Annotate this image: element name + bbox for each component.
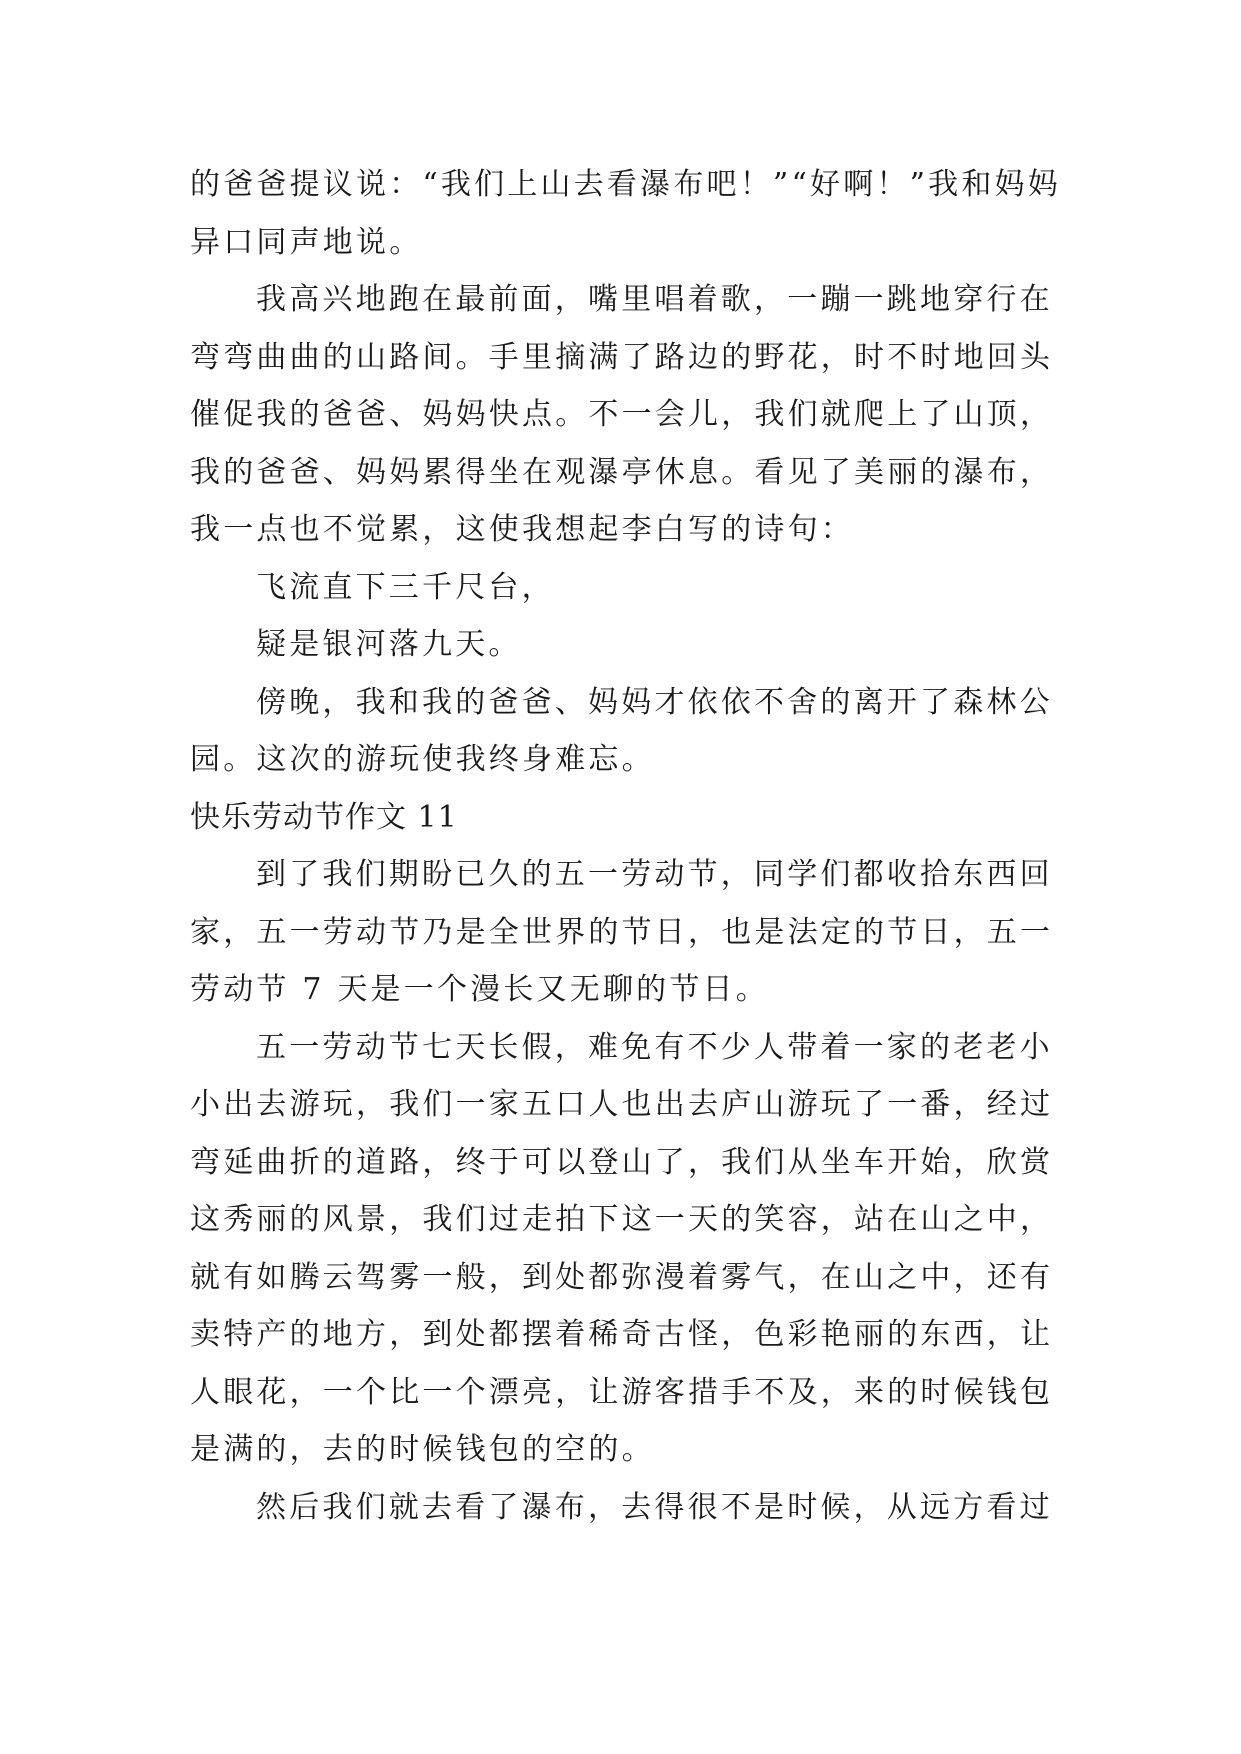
text-line: 小出去游玩，我们一家五口人也出去庐山游玩了一番，经过 [190,1087,1054,1122]
text-line: 弯延曲折的道路，终于可以登山了，我们从坐车开始，欣赏 [190,1144,1054,1180]
poem-line: 飞流直下三千尺台， [256,569,555,605]
text-line: 家，五一劳动节乃是全世界的节日，也是法定的节日，五一 [190,914,1054,950]
text-line: 的爸爸提议说：“我们上山去看瀑布吧！”“好啊！”我和妈妈 [190,167,1061,202]
text-line: 五一劳动节七天长假，难免有不少人带着一家的老老小 [256,1029,1053,1065]
text-line: 异口同声地说。 [190,224,423,260]
text-line: 这秀丽的风景，我们过走拍下这一天的笑容，站在山之中， [190,1202,1054,1237]
text-line: 人眼花，一个比一个漂亮，让游客措手不及，来的时候钱包 [190,1374,1054,1410]
text-line: 我的爸爸、妈妈累得坐在观瀑亭休息。看见了美丽的瀑布， [190,454,1054,490]
text-line: 到了我们期盼已久的五一劳动节，同学们都收拾东西回 [256,857,1053,892]
poem-line: 疑是银河落九天。 [256,627,522,662]
text-line: 劳动节 7 天是一个漫长又无聊的节日。 [190,972,769,1007]
document-body [190,156,1061,1536]
text-line: 弯弯曲曲的山路间。手里摘满了路边的野花，时不时地回头 [190,339,1054,375]
text-line: 我高兴地跑在最前面，嘴里唱着歌，一蹦一跳地穿行在 [256,282,1053,317]
text-line: 我一点也不觉累，这使我想起李白写的诗句： [190,512,854,547]
text-line: 催促我的爸爸、妈妈快点。不一会儿，我们就爬上了山顶， [190,397,1054,432]
text-line: 傍晚，我和我的爸爸、妈妈才依依不舍的离开了森林公 [256,684,1053,720]
text-line: 就有如腾云驾雾一般，到处都弥漫着雾气，在山之中，还有 [190,1259,1054,1295]
text-line: 然后我们就去看了瀑布，去得很不是时候，从远方看过 [256,1489,1053,1525]
text-line: 卖特产的地方，到处都摆着稀奇古怪，色彩艳丽的东西，让 [190,1317,1054,1352]
text-line: 园。这次的游玩使我终身难忘。 [190,742,655,777]
section-heading: 快乐劳动节作文 11 [190,799,458,835]
text-line: 是满的，去的时候钱包的空的。 [190,1432,655,1467]
